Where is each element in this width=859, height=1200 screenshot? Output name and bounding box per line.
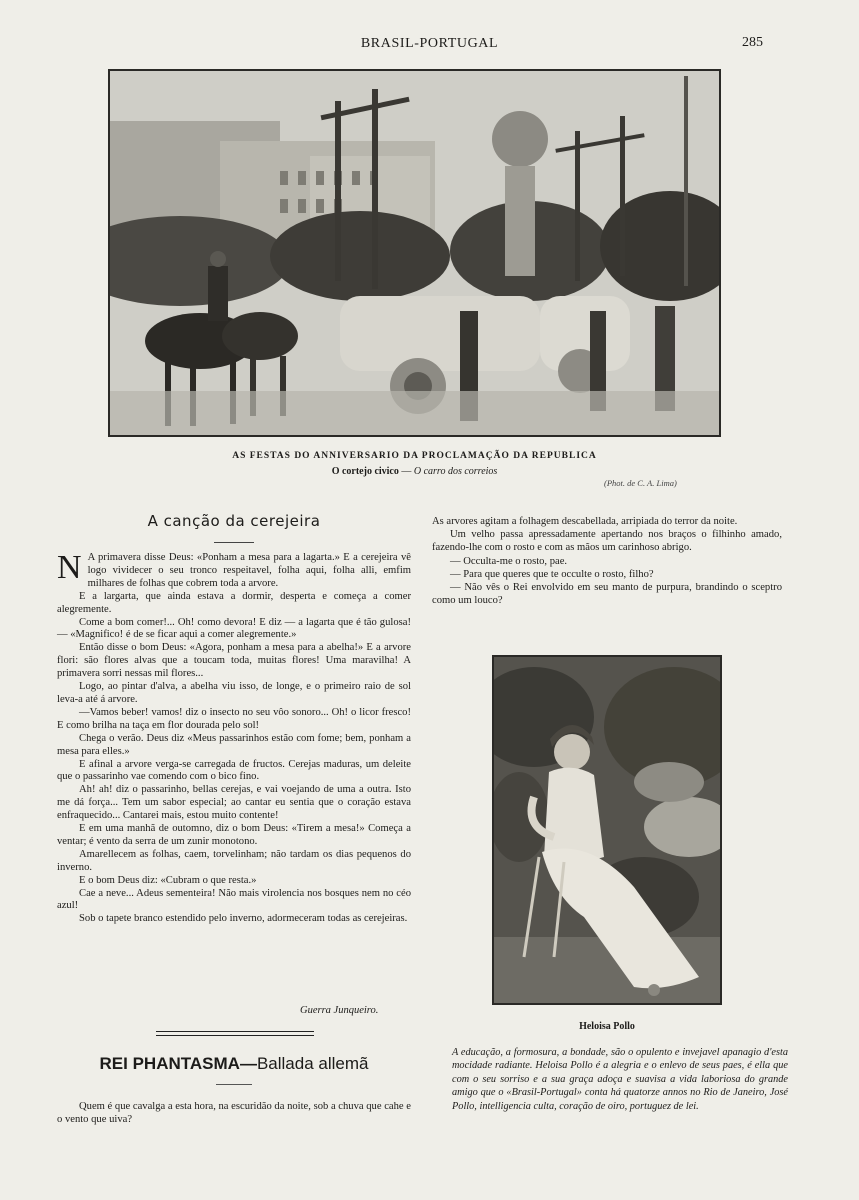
parade-photo-illustration (110, 71, 719, 435)
ballad-paragraph: — Para que queres que te occulte o rosto, filho? (450, 568, 654, 580)
article-paragraph-1: N A primavera disse Deus: «Ponham a mesa para a lagarta.» E a cerejeira vê logo vividecer o seu tronco respeitavel, folha aqui, folha alli, emfim milhares de folhas que cobrem toda a arvore. (57, 549, 411, 589)
article-paragraph: Come a bom comer!... Oh! como devora! E diz — a lagarta que é tão gulosa! — «Magnifico! é de se ficar aqui a comer alegremente.» (57, 616, 411, 641)
article-paragraph: E a largarta, que ainda estava a dormir, desperta e começa a comer alegremente. (57, 590, 411, 615)
article-body (57, 549, 411, 926)
ballad-title-dash: — (239, 1054, 257, 1073)
article-paragraph: E em uma manhã de outomno, diz o bom Deus: «Tirem a mesa!» Começa a ventar; é vento da serra de um zunir monotono. (57, 823, 411, 847)
section-divider-top (156, 1031, 314, 1032)
article-paragraph: Ah! ah! diz o passarinho, bellas cerejas, e vai voejando de uma a outra. Isto me dá força... Tem um sabor especial; ao cantar eu sentia que o coração estava enfraquecido... Cantarei mais, estou muito contente! (57, 784, 411, 822)
ballad-title-main: REI PHANTASMA (99, 1054, 240, 1073)
ballad-body-left (57, 1100, 411, 1126)
photo-credit: (Phot. de C. A. Lima) (604, 478, 677, 488)
photo-caption-lead: O cortejo civico (331, 466, 399, 477)
ballad-paragraph: — Não vês o Rei envolvido em seu manto de purpura, brandindo o sceptro como um louco? (432, 582, 782, 607)
portrait-caption: Heloisa Pollo (579, 1021, 635, 1032)
photo-caption-title: AS FESTAS DO ANNIVERSARIO DA PROCLAMAÇÃO DA REPUBLICA (232, 451, 597, 461)
article-paragraph: Chega o verão. Deus diz «Meus passarinhos estão com fome; bem, ponham a mesa para elles.» (57, 732, 411, 757)
portrait-illustration (494, 657, 720, 1003)
article-author: Guerra Junqueiro. (300, 1005, 379, 1016)
ballad-body-right (432, 515, 782, 607)
article-paragraph: E o bom Deus diz: «Cubram o que resta.» (79, 874, 257, 886)
portrait-description (452, 1046, 788, 1113)
photo-caption-detail: O carro dos correios (413, 466, 498, 477)
ballad-title-subtitle: Ballada allemã (256, 1054, 369, 1073)
ballad-paragraph: — Occulta-me o rosto, pae. (450, 555, 568, 567)
ballad-paragraph: Quem é que cavalga a esta hora, na escuridão da noite, sob a chuva que cahe e o vento que uiva? (57, 1101, 411, 1125)
section-divider-bottom (156, 1035, 314, 1036)
photo-caption-subtitle (108, 466, 721, 477)
article-paragraph: E afinal a arvore verga-se carregada de fructos. Cerejas maduras, um deleite que o passarinho vae comendo com o bico fino. (57, 758, 411, 783)
running-title: BRASIL-PORTUGAL (360, 36, 499, 51)
page-number: 285 (742, 35, 763, 50)
drop-cap: N (57, 549, 82, 586)
ballad-title-divider (216, 1084, 252, 1085)
portrait-paragraph: A educação, a formosura, a bondade, são o opulento e invejavel apanagio d'esta mocidade radiante. Heloisa Pollo é a alegria e o enlevo de seus paes, é ella que com o seu sorriso e a sua graça adoça e suavisa a vida laboriosa do grande amigo que o «Brasil-Portugal» conta há quatorze annos no Rio de Janeiro, José Pollo, intelligencia culta, coração de oiro, portuguez de lei. (452, 1047, 788, 1112)
ballad-paragraph: As arvores agitam a folhagem descabellada, arripiada do terror da noite. (432, 516, 738, 527)
article-paragraph: Cae a neve... Adeus sementeira! Não mais virolencia nos bosques nem no céo azul! (57, 887, 411, 912)
ballad-title (57, 1054, 411, 1074)
article-title: A canção da cerejeira (147, 512, 321, 530)
title-divider (214, 542, 254, 543)
ballad-paragraph: Um velho passa apressadamente apertando nos braços o filhinho amado, fazendo-lhe com o rosto e com as mãos um carinhoso abrigo. (432, 529, 782, 554)
parade-photo (108, 69, 721, 437)
article-paragraph: Sob o tapete branco estendido pelo inverno, adormeceram todas as cerejeiras. (79, 913, 408, 925)
article-paragraph: Amarellecem as folhas, caem, torvelinham; não tardam os dias pequenos do inverno. (57, 848, 411, 873)
article-paragraph: Então disse o bom Deus: «Agora, ponham a mesa para a abelha!» E a arvore flori: são flores alvas que a toucam toda, muitas flores! Uma maravilha! A primavera sorri nessas mil flores... (57, 642, 411, 680)
photo-caption-dash: — (398, 466, 414, 477)
article-paragraph: —Vamos beber! vamos! diz o insecto no seu vôo sonoro... Oh! o licor fresco! E como brilha na taça em flor dourada pelo sol! (57, 706, 411, 731)
article-paragraph: Logo, ao pintar d'alva, a abelha viu isso, de longe, e o primeiro raio de sol leva-a até á arvore. (57, 681, 411, 705)
portrait-photo (492, 655, 722, 1005)
